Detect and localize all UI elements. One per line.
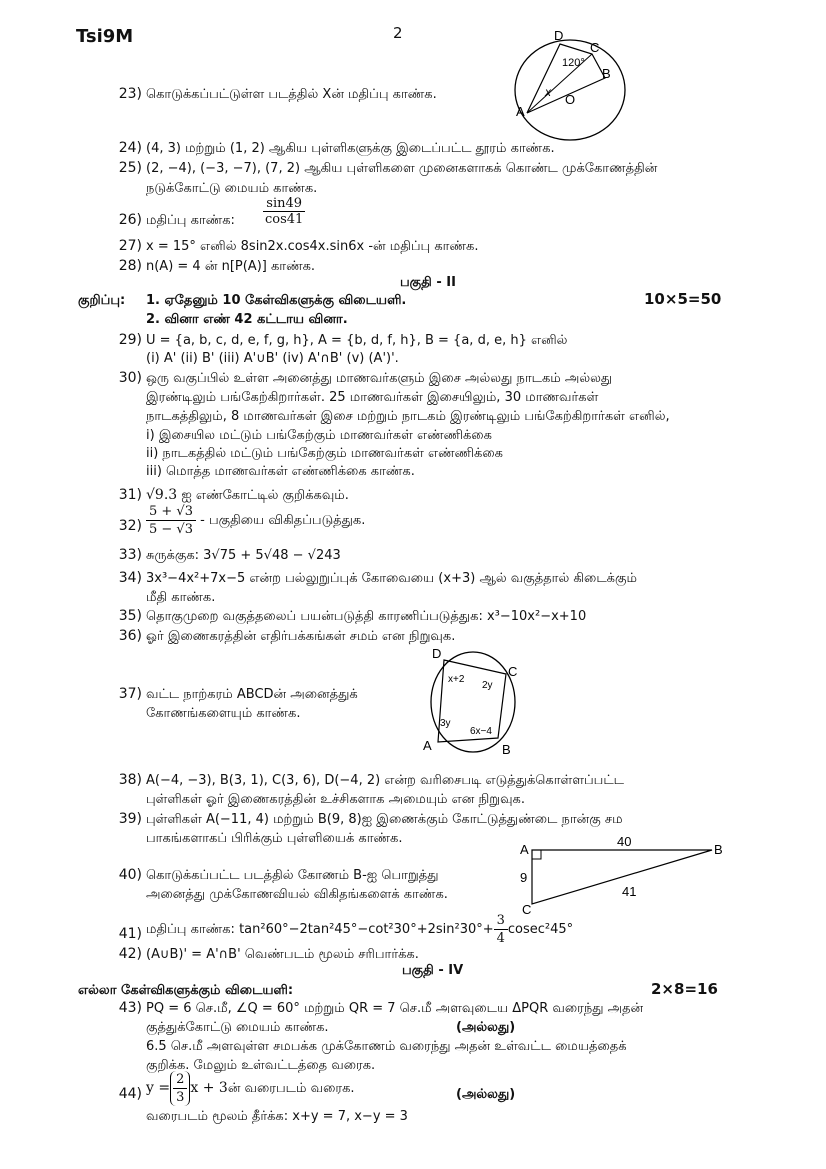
figure-q23-circle <box>510 28 635 143</box>
q31-text: ஐ எண்கோட்டில் குறிக்கவும். <box>177 488 349 503</box>
q41-number: 41) <box>118 926 142 942</box>
q30-line2: இரண்டிலும் பங்கேற்கிறார்கள். 25 மாணவர்கள் இசையிலும், 30 மாணவர்கள் <box>146 390 599 405</box>
q40-line2: அனைத்து முக்கோணவியல் விகிதங்களைக் காண்க. <box>146 887 448 902</box>
q33-text: சுருக்குக: 3√75 + 5√48 − √243 <box>146 548 341 563</box>
q44-number: 44) <box>118 1086 142 1102</box>
q44-numerator: 2 <box>173 1071 187 1089</box>
section3-marks: 2×8=16 <box>651 980 718 998</box>
section3-instruction: எல்லா கேள்விகளுக்கும் விடையளி: <box>78 983 294 998</box>
q44-tail: x + 3 <box>190 1080 228 1096</box>
q38-line1: A(−4, −3), B(3, 1), C(3, 6), D(−4, 2) என்ற வரிசைபடி எடுத்துக்கொள்ளப்பட்ட <box>146 773 625 788</box>
q44-paren <box>170 1071 190 1106</box>
label-d: D <box>554 28 564 43</box>
q41-denominator: 4 <box>496 931 505 946</box>
side-ac: 9 <box>520 870 528 885</box>
q30-line3: நாடகத்திலும், 8 மாணவர்கள் இசை மற்றும் நாடகம் இரண்டிலும் பங்கேற்கிறார்கள் எனில், <box>146 409 670 424</box>
q40-number: 40) <box>118 867 142 883</box>
note-1: 1. ஏதேனும் 10 கேள்விகளுக்கு விடையளி. <box>146 293 407 308</box>
right-angle-mark <box>532 850 541 859</box>
side-bc: 41 <box>622 884 637 899</box>
q41-text: மதிப்பு காண்க: tan²60°−2tan²45°−cot²30°+2sin²30°+ <box>146 922 494 937</box>
q31-expression: √9.3 <box>146 487 178 503</box>
q43-line3: 6.5 செ.மீ அளவுள்ள சமபக்க முக்கோணம் வரைந்து அதன் உள்வட்ட மையத்தைக் <box>146 1039 627 1054</box>
q44-row <box>146 1071 355 1106</box>
q34-line2: மீதி காண்க. <box>146 590 216 605</box>
q26-text: மதிப்பு காண்க: <box>146 213 235 228</box>
q32-text: - பகுதியை விகிதப்படுத்துக. <box>195 513 366 528</box>
q27-text: x = 15° எனில் 8sin2x.cos4x.sin6x -ன் மதிப்பு காண்க. <box>146 239 479 254</box>
label-x: x <box>545 85 551 99</box>
label-c: C <box>522 902 532 916</box>
label-d: D <box>432 646 442 661</box>
section3-title: பகுதி - IV <box>402 963 464 978</box>
q25-text: (2, −4), (−3, −7), (7, 2) ஆகிய புள்ளிகளை முனைகளாகக் கொண்ட முக்கோணத்தின் <box>146 161 658 176</box>
label-c: C <box>590 40 600 55</box>
q23-text: கொடுக்கப்பட்டுள்ள படத்தில் Xன் மதிப்பு காண்க. <box>146 87 437 102</box>
label-c: C <box>508 664 518 679</box>
q30-line1: ஒரு வகுப்பில் உள்ள அனைத்து மாணவர்களும் இசை அல்லது நாடகம் அல்லது <box>146 371 613 386</box>
q23-number: 23) <box>118 86 142 102</box>
q44-denominator: 3 <box>176 1090 185 1105</box>
q43-line2: குத்துக்கோட்டு மையம் காண்க. <box>146 1020 329 1035</box>
q39-line2: பாகங்களாகப் பிரிக்கும் புள்ளியைக் காண்க. <box>146 831 403 846</box>
q30-part-ii: ii) நாடகத்தில் மட்டும் பங்கேற்கும் மாணவர்கள் எண்ணிக்கை <box>146 446 503 461</box>
q33-number: 33) <box>118 547 142 563</box>
q43-line4: குறிக்க. மேலும் உள்வட்டத்தை வரைக. <box>146 1058 376 1073</box>
label-a: A <box>516 104 525 119</box>
q42-text: (A∪B)' = A'∩B' வெண்படம் மூலம் சரிபார்க்க. <box>146 947 419 962</box>
q24-number: 24) <box>118 140 142 156</box>
q43-line1: PQ = 6 செ.மீ, ∠Q = 60° மற்றும் QR = 7 செ.மீ அளவுடைய ΔPQR வரைந்து அதன் <box>146 1001 644 1016</box>
q44-lead: y = <box>146 1080 171 1096</box>
q31-number: 31) <box>118 487 142 503</box>
note-label: குறிப்பு: <box>78 293 126 308</box>
q37-line2: கோணங்களையும் காண்க. <box>146 706 301 721</box>
q29-number: 29) <box>118 332 142 348</box>
q35-text: தொகுமுறை வகுத்தலைப் பயன்படுத்தி காரணிப்படுத்துக: x³−10x²−x+10 <box>146 609 587 624</box>
q30-part-iii: iii) மொத்த மாணவர்கள் எண்ணிக்கை காண்க. <box>146 464 415 479</box>
q37-line1: வட்ட நாற்கரம் ABCDன் அனைத்துக் <box>146 687 358 702</box>
q27-number: 27) <box>118 238 142 254</box>
label-b: B <box>602 66 611 81</box>
q31-text-row <box>146 487 349 504</box>
label-b: B <box>714 842 723 857</box>
q26-fraction <box>262 196 306 227</box>
q25-text-2: நடுக்கோட்டு மையம் காண்க. <box>146 181 318 196</box>
side-ab: 40 <box>617 836 632 849</box>
angle-a: 3y <box>440 718 451 729</box>
q41-row <box>146 912 573 947</box>
q38-number: 38) <box>118 772 142 788</box>
page-number: 2 <box>393 24 403 42</box>
angle-d: x+2 <box>448 674 465 685</box>
circle-outline <box>515 40 625 140</box>
q44-fraction <box>173 1071 187 1106</box>
q35-number: 35) <box>118 608 142 624</box>
angle-b: 6x−4 <box>470 726 492 737</box>
q39-line1: புள்ளிகள் A(−11, 4) மற்றும் B(9, 8)ஐ இணைக்கும் கோட்டுத்துண்டை நான்கு சம <box>146 812 623 827</box>
q41-numerator: 3 <box>494 912 508 930</box>
q26-number: 26) <box>118 212 142 228</box>
q29-line2: (i) A' (ii) B' (iii) A'∪B' (iv) A'∩B' (v) (A')'. <box>146 351 399 366</box>
q41-tail: cosec²45° <box>507 922 574 937</box>
label-a: A <box>423 738 432 753</box>
q36-number: 36) <box>118 628 142 644</box>
q30-number: 30) <box>118 370 142 386</box>
label-b: B <box>502 742 511 757</box>
q36-text: ஓர் இணைகரத்தின் எதிர்பக்கங்கள் சமம் என நிறுவுக. <box>146 629 456 644</box>
label-a: A <box>520 842 529 857</box>
q44-text: ன் வரைபடம் வரைக. <box>227 1081 355 1096</box>
section2-title: பகுதி - II <box>400 275 456 290</box>
q32-denominator: 5 − √3 <box>149 522 193 537</box>
q26-numerator: sin49 <box>263 196 305 212</box>
q32-fraction <box>146 503 196 538</box>
label-angle: 120° <box>562 57 585 69</box>
figure-q40-right-triangle <box>512 836 742 916</box>
section2-marks: 10×5=50 <box>644 290 722 308</box>
q38-line2: புள்ளிகள் ஓர் இணைகரத்தின் உச்சிகளாக அமையும் என நிறுவுக. <box>146 792 525 807</box>
q34-number: 34) <box>118 570 142 586</box>
note-2: 2. வினா எண் 42 கட்டாய வினா. <box>146 312 348 327</box>
angle-c: 2y <box>482 680 493 691</box>
q43-number: 43) <box>118 1000 142 1016</box>
q39-number: 39) <box>118 811 142 827</box>
q28-text: n(A) = 4 ன் n[P(A)] காண்க. <box>146 259 316 274</box>
q24-text: (4, 3) மற்றும் (1, 2) ஆகிய புள்ளிகளுக்கு இடைப்பட்ட தூரம் காண்க. <box>146 141 555 156</box>
q32-row <box>146 503 365 538</box>
q32-number: 32) <box>118 518 142 534</box>
q42-number: 42) <box>118 946 142 962</box>
paper-code: Tsi9M <box>76 26 134 47</box>
q43-or: (அல்லது) <box>456 1020 516 1035</box>
q30-part-i: i) இசையில மட்டும் பங்கேற்கும் மாணவர்கள் எண்ணிக்கை <box>146 428 492 443</box>
q44-line2: வரைபடம் மூலம் தீர்க்க: x+y = 7, x−y = 3 <box>146 1109 408 1124</box>
q32-numerator: 5 + √3 <box>146 503 196 521</box>
q37-number: 37) <box>118 686 142 702</box>
q41-fraction <box>494 912 508 947</box>
q28-number: 28) <box>118 258 142 274</box>
q40-line1: கொடுக்கப்பட்ட படத்தில் கோணம் B-ஐ பொறுத்து <box>146 868 439 883</box>
label-o: O <box>565 92 576 107</box>
q29-line1: U = {a, b, c, d, e, f, g, h}, A = {b, d, f, h}, B = {a, d, e, h} எனில் <box>146 333 568 348</box>
figure-q37-cyclic-quadrilateral <box>418 644 528 762</box>
q44-or: (அல்லது) <box>456 1087 516 1102</box>
q34-line1: 3x³−4x²+7x−5 என்ற பல்லுறுப்புக் கோவையை (x+3) ஆல் வகுத்தால் கிடைக்கும் <box>146 571 637 586</box>
q26-denominator: cos41 <box>265 212 304 227</box>
q25-number: 25) <box>118 160 142 176</box>
